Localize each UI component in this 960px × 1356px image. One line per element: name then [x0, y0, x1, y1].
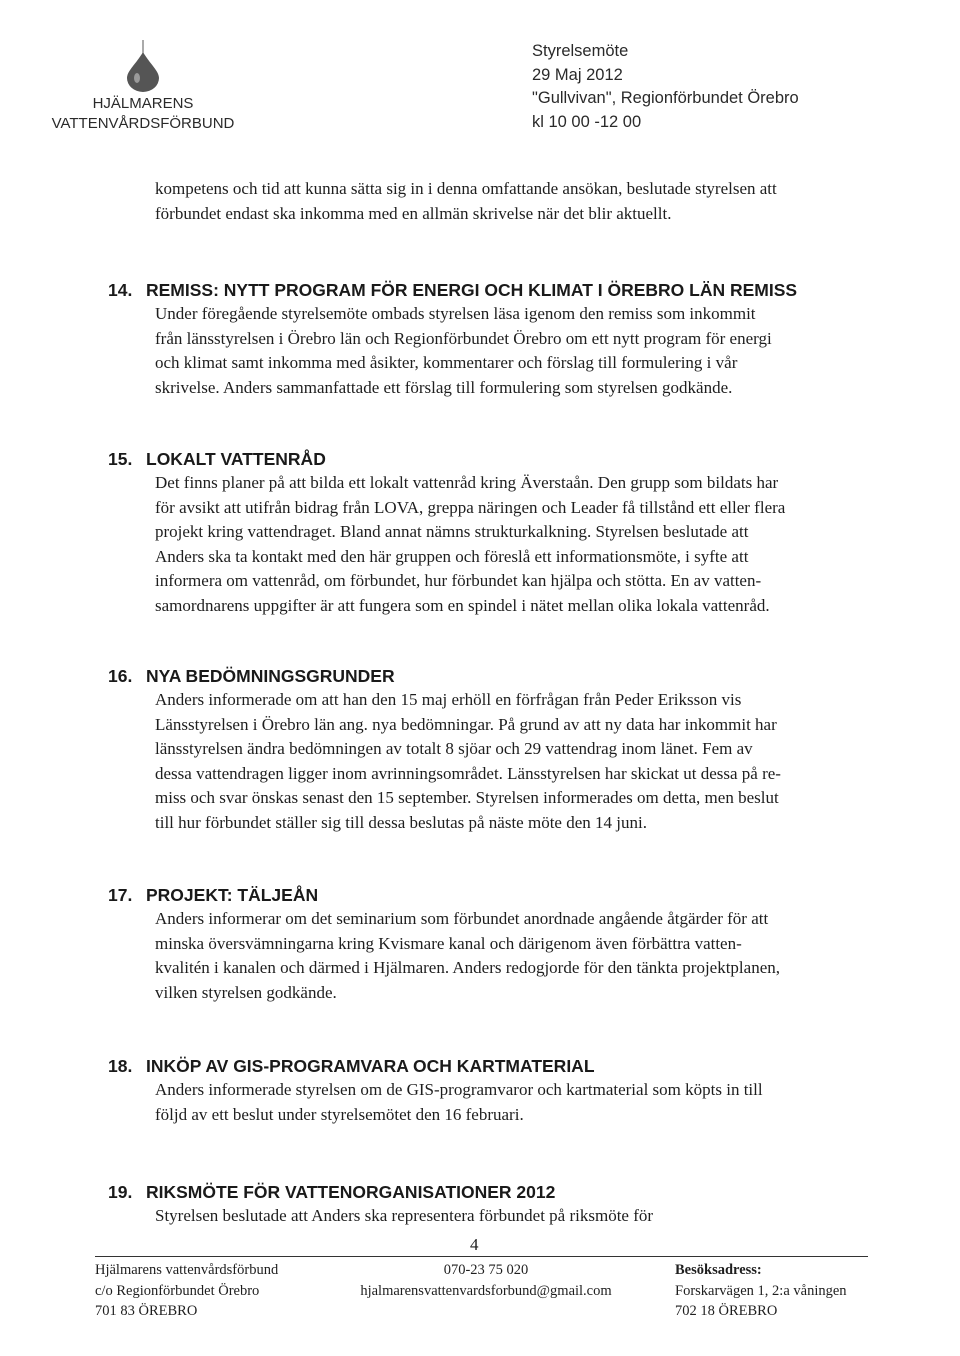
- footer-divider: [95, 1256, 868, 1257]
- section-title: LOKALT VATTENRÅD: [146, 449, 326, 469]
- section-number: 19.: [108, 1182, 133, 1202]
- footer-contact: [336, 1260, 636, 1301]
- meeting-time: kl 10 00 -12 00: [532, 112, 642, 131]
- footer-line: c/o Regionförbundet Örebro: [95, 1282, 260, 1299]
- paragraph-line: Styrelsen beslutade att Anders ska representera förbundet på riksmöte för: [155, 1206, 654, 1225]
- footer-visit-address: [675, 1260, 847, 1322]
- paragraph-line: informera om vattenråd, om förbundet, hur förbundet kan hjälpa och stötta. En av vatten-: [155, 571, 762, 590]
- paragraph-line: projekt kring vattendraget. Bland annat nämns strukturkalkning. Styrelsen beslutade att: [155, 522, 749, 541]
- section-14: [108, 278, 878, 400]
- section-body: [155, 907, 878, 1005]
- paragraph-line: länsstyrelsen ändra bedömningen av totalt 8 sjöar och 29 vattendrag inom länet. Fem av: [155, 739, 753, 758]
- section-body: [155, 302, 878, 400]
- paragraph-line: skrivelse. Anders sammanfattade ett förslag till formulering som styrelsen godkände.: [155, 377, 733, 397]
- section-body: [155, 1204, 878, 1229]
- section-title: RIKSMÖTE FÖR VATTENORGANISATIONER 2012: [146, 1182, 556, 1202]
- footer-line: 702 18 ÖREBRO: [675, 1303, 778, 1319]
- section-15: [108, 447, 878, 618]
- paragraph-line: kvalitén i kanalen och därmed i Hjälmaren. Anders redogjorde för den tänkta projektplanen,: [155, 958, 780, 977]
- page-number: 4: [470, 1235, 479, 1254]
- paragraph-line: minska översvämningarna kring Kvismare kanal och därigenom även förbättra vatten-: [155, 933, 742, 953]
- meeting-place: "Gullvivan", Regionförbundet Örebro: [532, 89, 799, 107]
- section-18: [108, 1054, 878, 1127]
- paragraph-line: till hur förbundet ställer sig till dessa beslutas på näste möte den 14 juni.: [155, 812, 647, 832]
- section-heading: [108, 1054, 878, 1078]
- section-number: 16.: [108, 666, 133, 686]
- section-title: REMISS: NYTT PROGRAM FÖR ENERGI OCH KLIMAT I ÖREBRO LÄN REMISS: [146, 280, 798, 300]
- paragraph-line: förbundet endast ska inkomma med en allmän skrivelse när det blir aktuellt.: [155, 204, 672, 223]
- meeting-info: [532, 40, 799, 134]
- paragraph-line: Anders ska ta kontakt med den här gruppen och föreslå ett informationsmöte, i syfte att: [155, 546, 749, 566]
- paragraph-line: dessa vattendragen ligger inom avrinningsområdet. Länsstyrelsen har skickat ut dessa på re-: [155, 763, 781, 783]
- section-title: PROJEKT: TÄLJEÅN: [146, 885, 319, 905]
- paragraph-line: Anders informerar om det seminarium som förbundet anordnade angående åtgärder för att: [155, 909, 769, 928]
- paragraph-line: kompetens och tid att kunna sätta sig in i denna omfattande ansökan, beslutade styrelsen att: [155, 179, 777, 198]
- meeting-date: 29 Maj 2012: [532, 65, 623, 84]
- section-19: [108, 1180, 878, 1229]
- section-heading: [108, 664, 878, 688]
- footer-line: 701 83 ÖREBRO: [95, 1303, 198, 1319]
- footer-visit-label: Besöksadress:: [675, 1262, 762, 1278]
- section-17: [108, 883, 878, 1005]
- paragraph-line: och klimat samt inkomma med åsikter, kommentarer och förslag till formulering i vår: [155, 353, 738, 372]
- paragraph-line: för avsikt att utifrån bidrag från LOVA, greppa näringen och Leader få tillstånd ett eller flera: [155, 497, 786, 517]
- section-number: 15.: [108, 449, 133, 469]
- paragraph-line: Det finns planer på att bilda ett lokalt vattenråd kring Äverstaån. Den grupp som bildats har: [155, 473, 779, 492]
- paragraph-line: Under föregående styrelsemöte ombads styrelsen läsa igenom den remiss som inkommit: [155, 304, 756, 323]
- footer-line: Forskarvägen 1, 2:a våningen: [675, 1282, 847, 1299]
- intro-paragraph: [155, 176, 875, 226]
- section-heading: [108, 447, 878, 471]
- section-heading: [108, 883, 878, 907]
- section-number: 18.: [108, 1056, 133, 1076]
- section-title: NYA BEDÖMNINGSGRUNDER: [146, 666, 395, 686]
- section-body: [155, 688, 878, 835]
- footer-phone: 070-23 75 020: [443, 1262, 529, 1278]
- meeting-title: Styrelsemöte: [532, 42, 629, 60]
- paragraph-line: följd av ett beslut under styrelsemötet den 16 februari.: [155, 1104, 524, 1124]
- section-heading: [108, 278, 878, 302]
- footer-line: Hjälmarens vattenvårdsförbund: [95, 1262, 279, 1278]
- section-body: [155, 471, 878, 618]
- section-body: [155, 1078, 878, 1127]
- section-number: 17.: [108, 885, 133, 905]
- paragraph-line: vilken styrelsen godkände.: [155, 982, 337, 1002]
- section-title: INKÖP AV GIS-PROGRAMVARA OCH KARTMATERIAL: [146, 1056, 595, 1076]
- water-drop-logo-icon: [123, 40, 163, 92]
- organization-name-line2: VATTENVÅRDSFÖRBUND: [51, 115, 235, 132]
- section-heading: [108, 1180, 878, 1204]
- paragraph-line: Anders informerade styrelsen om de GIS-programvaror och kartmaterial som köpts in till: [155, 1080, 763, 1099]
- paragraph-line: samordnarens uppgifter är att fungera som en spindel i nätet mellan olika lokala vattenråd.: [155, 595, 770, 615]
- organization-logo-block: [38, 40, 248, 134]
- paragraph-line: från länsstyrelsen i Örebro län och Regionförbundet Örebro om ett nytt program för energi: [155, 328, 772, 348]
- organization-name-line1: HJÄLMARENS: [92, 95, 194, 112]
- section-16: [108, 664, 878, 835]
- paragraph-line: Länsstyrelsen i Örebro län ang. nya bedömningar. På grund av att ny data har inkommit har: [155, 714, 777, 734]
- paragraph-line: miss och svar önskas senast den 15 september. Styrelsen informerades om detta, men beslut: [155, 788, 779, 807]
- section-number: 14.: [108, 280, 133, 300]
- paragraph-line: Anders informerade om att han den 15 maj erhöll en förfrågan från Peder Eriksson vis: [155, 690, 742, 709]
- footer-address: [95, 1260, 278, 1322]
- footer-email: hjalmarensvattenvardsforbund@gmail.com: [360, 1282, 612, 1299]
